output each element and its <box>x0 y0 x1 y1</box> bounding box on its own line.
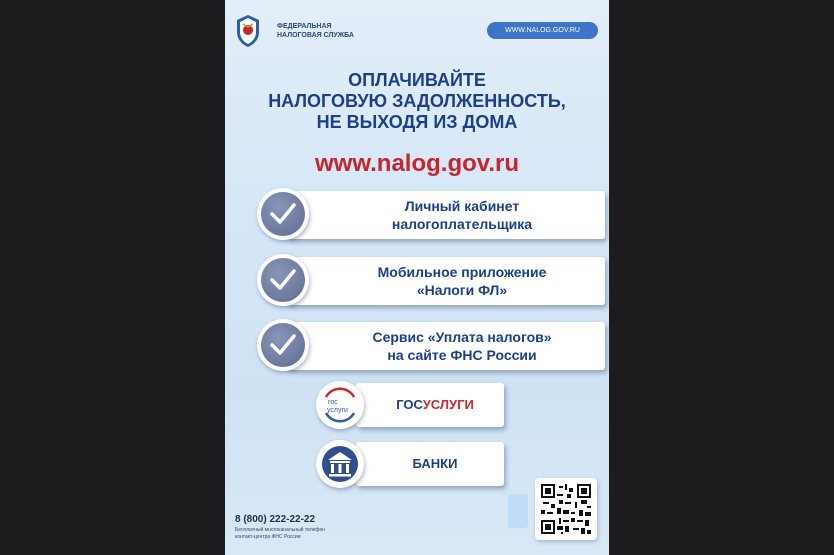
hotline-note <box>235 527 375 541</box>
gosuslugi-label <box>376 383 494 427</box>
qr-code-icon <box>541 484 591 534</box>
check-icon <box>269 267 297 293</box>
option-line2: на сайте ФНС России <box>387 347 537 363</box>
gosuslugi-logo-icon <box>316 381 364 429</box>
qr-code[interactable] <box>535 478 597 540</box>
headline-line2: НАЛОГОВУЮ ЗАДОЛЖЕННОСТЬ, <box>268 91 566 111</box>
qr-decoration <box>508 494 528 528</box>
check-badge <box>257 188 309 240</box>
check-badge <box>257 254 309 306</box>
gosuslugi-label-part1: ГОС <box>396 397 423 412</box>
org-name <box>277 22 367 40</box>
org-name-line2: НАЛОГОВАЯ СЛУЖБА <box>277 32 354 39</box>
main-url[interactable]: www.nalog.gov.ru <box>315 150 519 177</box>
gosuslugi-logo-bottom: услуги <box>327 407 348 414</box>
banks-label: БАНКИ <box>412 456 458 471</box>
option-gosuslugi[interactable] <box>316 381 506 431</box>
option-tax-payment-service[interactable] <box>257 319 577 375</box>
headline <box>225 70 609 133</box>
check-icon <box>269 201 297 227</box>
headline-line1: ОПЛАЧИВАЙТЕ <box>348 70 486 90</box>
option-line1: Мобильное приложение <box>377 264 547 280</box>
option-text <box>319 322 605 370</box>
check-badge <box>257 319 309 371</box>
hotline-note-line1: Бесплатный многоканальный телефон <box>235 527 326 533</box>
site-link-pill[interactable]: WWW.NALOG.GOV.RU <box>487 22 598 39</box>
option-line2: «Налоги ФЛ» <box>416 282 508 298</box>
hotline-phone[interactable]: 8 (800) 222-22-22 <box>235 514 316 525</box>
option-line1: Сервис «Уплата налогов» <box>372 329 552 345</box>
option-text <box>319 257 605 305</box>
gosuslugi-logo-top: гос <box>328 399 338 406</box>
bank-badge <box>316 440 364 488</box>
hotline-note-line2: контакт-центра ФНС России <box>235 534 301 540</box>
option-mobile-app[interactable] <box>257 254 577 310</box>
option-text <box>319 191 605 239</box>
gosuslugi-label-part2: УСЛУГИ <box>422 397 474 412</box>
option-line1: Личный кабинет <box>404 198 520 214</box>
bank-building-icon <box>316 440 364 488</box>
fns-emblem-icon <box>235 14 261 48</box>
poster <box>225 0 609 555</box>
headline-line3: НЕ ВЫХОДЯ ИЗ ДОМА <box>316 112 518 132</box>
option-personal-account[interactable] <box>257 188 577 244</box>
option-line2: налогоплательщика <box>391 216 533 232</box>
org-name-line1: ФЕДЕРАЛЬНАЯ <box>277 23 332 30</box>
check-icon <box>269 332 297 358</box>
option-banks[interactable] <box>316 440 506 490</box>
gosuslugi-badge <box>316 381 364 429</box>
